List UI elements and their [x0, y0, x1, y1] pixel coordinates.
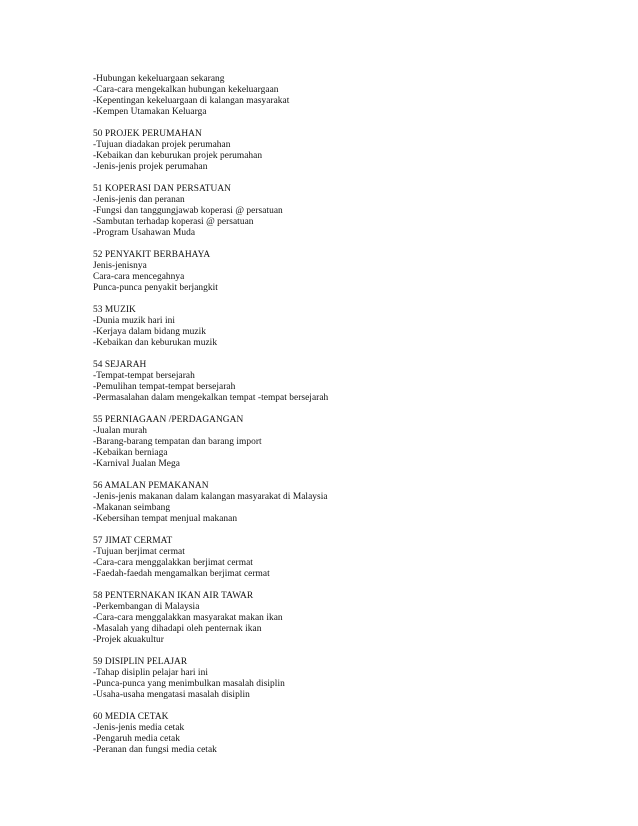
topic-section [93, 712, 613, 756]
topic-item: -Pengaruh media cetak [93, 734, 180, 744]
topic-heading: 59 DISIPLIN PELAJAR [93, 657, 188, 667]
topic-item: -Sambutan terhadap koperasi @ persatuan [93, 217, 254, 227]
topic-item: -Tujuan berjimat cermat [93, 547, 185, 557]
topic-heading: 53 MUZIK [93, 305, 136, 315]
topic-item: -Tempat-tempat bersejarah [93, 371, 195, 381]
topic-section [93, 184, 613, 239]
topic-heading: 56 AMALAN PEMAKANAN [93, 481, 209, 491]
topic-item: -Permasalahan dalam mengekalkan tempat -tempat bersejarah [93, 393, 329, 403]
topic-section [93, 305, 613, 349]
topic-item: -Kebaikan dan keburukan muzik [93, 338, 218, 348]
topic-item: -Program Usahawan Muda [93, 228, 196, 238]
topic-item: -Kebaikan berniaga [93, 448, 168, 458]
topic-item: -Pemulihan tempat-tempat bersejarah [93, 382, 236, 392]
topic-item: -Kerjaya dalam bidang muzik [93, 327, 207, 337]
topic-item: -Hubungan kekeluargaan sekarang [93, 74, 225, 84]
topic-item: -Projek akuakultur [93, 635, 164, 645]
topic-item: -Jenis-jenis dan peranan [93, 195, 185, 205]
topic-item: -Jualan murah [93, 426, 148, 436]
topic-heading: 50 PROJEK PERUMAHAN [93, 129, 202, 139]
topic-section [93, 657, 613, 701]
topic-item: -Kempen Utamakan Keluarga [93, 107, 207, 117]
topic-item: -Barang-barang tempatan dan barang import [93, 437, 262, 447]
topic-item: -Faedah-faedah mengamalkan berjimat cermat [93, 569, 270, 579]
topic-section [93, 74, 613, 118]
topic-heading: 57 JIMAT CERMAT [93, 536, 173, 546]
topic-heading: 58 PENTERNAKAN IKAN AIR TAWAR [93, 591, 254, 601]
topic-item: -Cara-cara menggalakkan berjimat cermat [93, 558, 253, 568]
topic-item: -Usaha-usaha mengatasi masalah disiplin [93, 690, 250, 700]
topic-item: -Cara-cara menggalakkan masyarakat makan ikan [93, 613, 283, 623]
topic-section [93, 360, 613, 404]
topic-section [93, 250, 613, 294]
topic-list [93, 74, 613, 756]
topic-heading: 55 PERNIAGAAN /PERDAGANGAN [93, 415, 244, 425]
topic-section [93, 415, 613, 470]
topic-item: Cara-cara mencegahnya [93, 272, 185, 282]
topic-heading: 60 MEDIA CETAK [93, 712, 169, 722]
topic-heading: 52 PENYAKIT BERBAHAYA [93, 250, 211, 260]
topic-item: -Perkembangan di Malaysia [93, 602, 200, 612]
topic-item: -Punca-punca yang menimbulkan masalah disiplin [93, 679, 285, 689]
topic-item: -Karnival Jualan Mega [93, 459, 180, 469]
topic-item: Jenis-jenisnya [93, 261, 147, 271]
topic-item: -Jenis-jenis media cetak [93, 723, 185, 733]
topic-heading: 51 KOPERASI DAN PERSATUAN [93, 184, 231, 194]
topic-item: -Masalah yang dihadapi oleh penternak ikan [93, 624, 262, 634]
topic-item: -Cara-cara mengekalkan hubungan kekeluargaan [93, 85, 279, 95]
topic-item: -Makanan seimbang [93, 503, 171, 513]
topic-item: -Peranan dan fungsi media cetak [93, 745, 217, 755]
topic-item: -Tahap disiplin pelajar hari ini [93, 668, 208, 678]
topic-item: Punca-punca penyakit berjangkit [93, 283, 218, 293]
topic-item: -Dunia muzik hari ini [93, 316, 176, 326]
topic-item: -Jenis-jenis makanan dalam kalangan masyarakat di Malaysia [93, 492, 328, 502]
topic-item: -Jenis-jenis projek perumahan [93, 162, 208, 172]
topic-item: -Tujuan diadakan projek perumahan [93, 140, 231, 150]
topic-heading: 54 SEJARAH [93, 360, 147, 370]
topic-section [93, 129, 613, 173]
topic-section [93, 481, 613, 525]
topic-item: -Kepentingan kekeluargaan di kalangan masyarakat [93, 96, 290, 106]
document-page [93, 74, 613, 756]
topic-item: -Kebersihan tempat menjual makanan [93, 514, 238, 524]
topic-section [93, 536, 613, 580]
topic-item: -Kebaikan dan keburukan projek perumahan [93, 151, 263, 161]
topic-item: -Fungsi dan tanggungjawab koperasi @ persatuan [93, 206, 283, 216]
topic-section [93, 591, 613, 646]
